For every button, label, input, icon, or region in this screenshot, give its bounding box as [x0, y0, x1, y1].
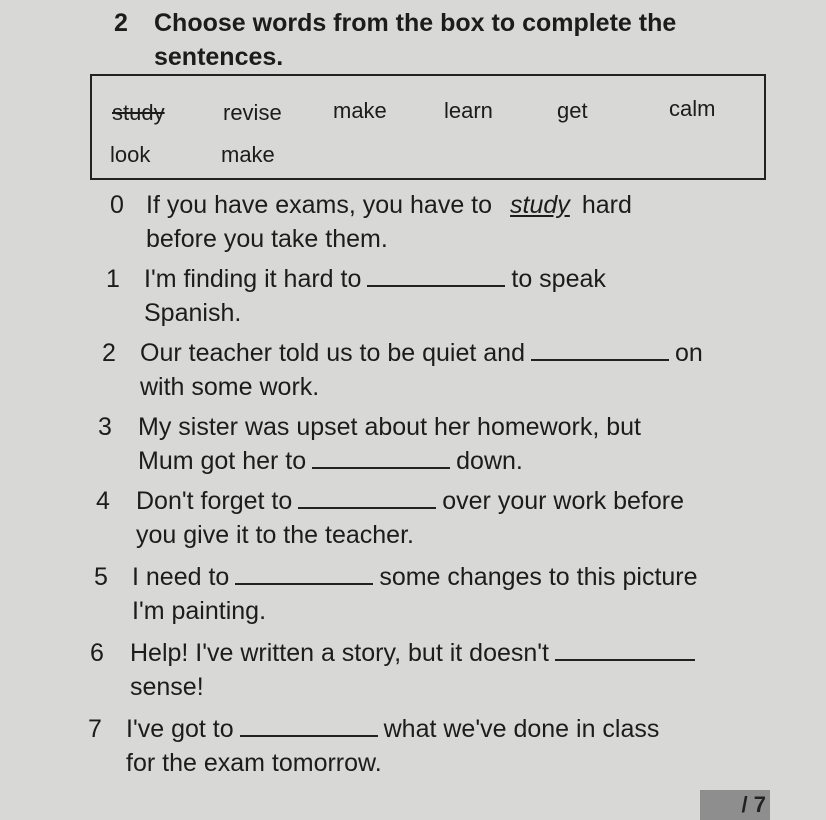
answer-blank[interactable]	[235, 561, 373, 585]
sentence-text: Mum got her to	[138, 447, 307, 475]
sentence-text: If you have exams, you have to	[146, 191, 493, 219]
example-answer: study	[510, 191, 570, 219]
sentence-line2: I'm painting.	[132, 597, 267, 625]
sentence-text: some changes to this picture	[379, 563, 698, 591]
exercise-title-line2: sentences.	[154, 43, 284, 71]
answer-blank[interactable]	[531, 337, 669, 361]
word-option: get	[557, 98, 588, 123]
sentence-text: on	[674, 339, 703, 367]
sentence-number: 5	[94, 563, 108, 591]
sentence-line2: you give it to the teacher.	[136, 521, 414, 549]
exercise-title-line1: Choose words from the box to complete the	[154, 9, 677, 37]
word-option: calm	[669, 96, 716, 121]
sentence-text: Our teacher told us to be quiet and	[140, 339, 525, 367]
answer-blank[interactable]	[367, 263, 505, 287]
sentence-number: 2	[102, 339, 116, 367]
sentence-number: 3	[98, 413, 112, 441]
answer-blank[interactable]	[240, 713, 378, 737]
word-box	[90, 74, 766, 180]
sentence-text: Don't forget to	[136, 487, 293, 515]
sentence-line2: with some work.	[140, 373, 320, 401]
exercise-number: 2	[114, 9, 128, 37]
sentence-text: down.	[456, 447, 523, 475]
word-option: revise	[223, 100, 282, 125]
word-option: study	[112, 100, 165, 125]
sentence-text: I need to	[132, 563, 230, 591]
sentence-text: what we've done in class	[383, 715, 660, 743]
sentence-number: 6	[90, 639, 104, 667]
sentence-text: over your work before	[442, 487, 685, 515]
sentence-line2: for the exam tomorrow.	[126, 749, 382, 777]
sentence-line2: before you take them.	[146, 225, 388, 253]
answer-blank[interactable]	[555, 637, 695, 661]
sentence-number: 1	[106, 265, 120, 293]
answer-blank[interactable]	[312, 445, 450, 469]
sentence-text: I'm finding it hard to	[144, 265, 362, 293]
sentence-text: Help! I've written a story, but it doesn't	[130, 639, 549, 667]
sentence-text: I've got to	[126, 715, 234, 743]
answer-blank[interactable]	[298, 485, 436, 509]
sentence-text: to speak	[511, 265, 606, 293]
word-option: look	[110, 142, 151, 167]
sentence-line2: Spanish.	[144, 299, 242, 327]
sentence-number: 7	[88, 715, 102, 743]
sentence-line2: sense!	[130, 673, 204, 701]
word-option: make	[333, 98, 387, 123]
sentence-number: 4	[96, 487, 110, 515]
sentence-text: My sister was upset about her homework, but	[138, 413, 642, 441]
sentence-number: 0	[110, 191, 124, 219]
word-option: learn	[444, 98, 493, 123]
score-box: / 7	[700, 790, 770, 820]
word-option: make	[221, 142, 275, 167]
sentence-text: hard	[581, 191, 632, 219]
